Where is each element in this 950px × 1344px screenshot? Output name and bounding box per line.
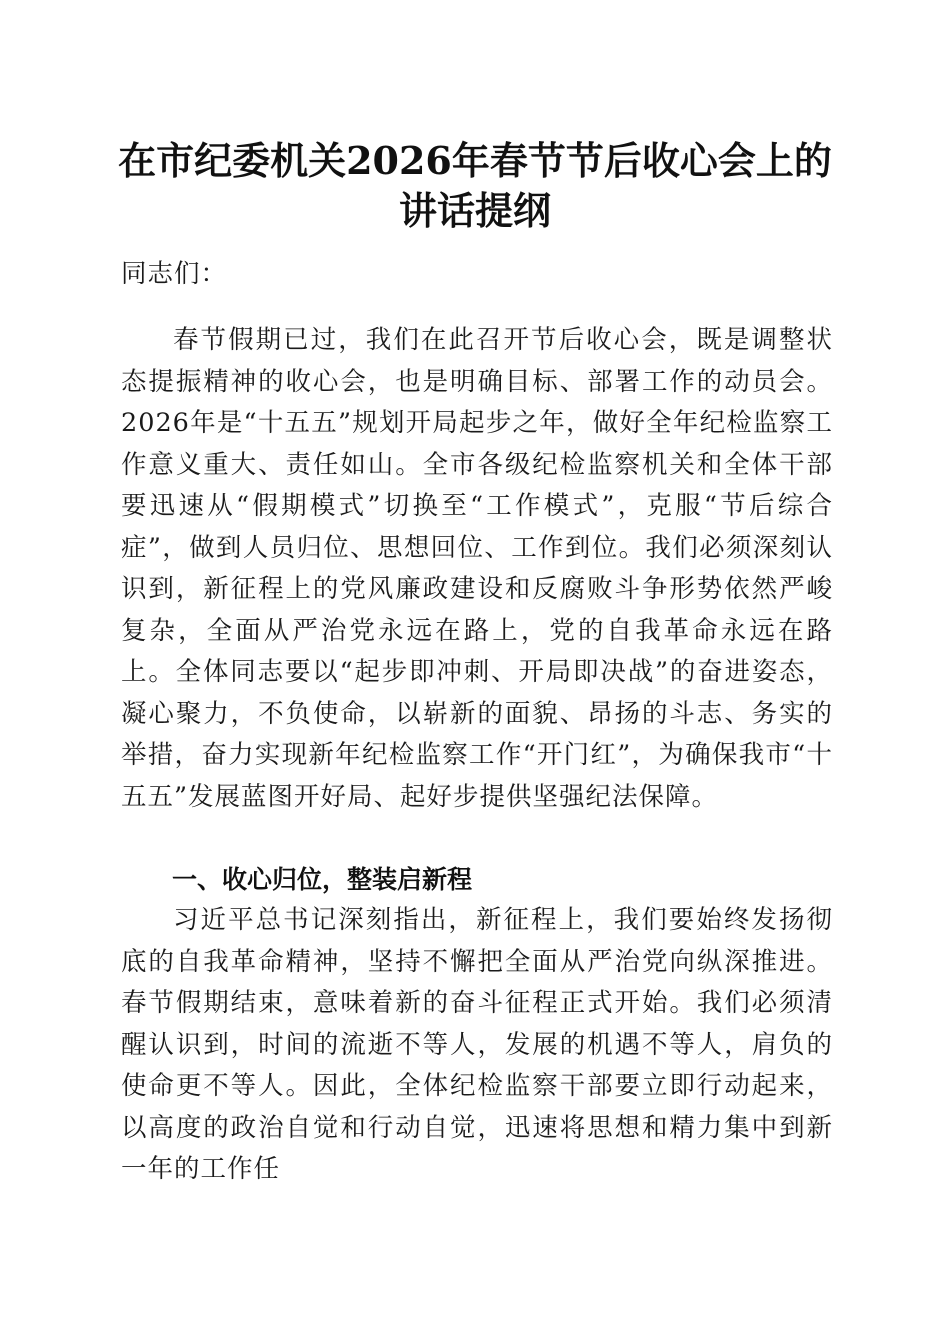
- section-heading: 一、收心归位，整装启新程: [172, 865, 473, 894]
- paragraph-intro: 春节假期已过，我们在此召开节后收心会，既是调整状态提振精神的收心会，也是明确目标、部署工作的动员会。2026年是“十五五”规划开局起步之年，做好全年纪检监察工作意义重大、责任如山。全市各级纪检监察机关和全体干部要迅速从“假期模式”切换至“工作模式”，克服“节后综合症”，做到人员归位、思想回位、工作到位。我们必须深刻认识到，新征程上的党风廉政建设和反腐败斗争形势依然严峻复杂，全面从严治党永远在路上，党的自我革命永远在路上。全体同志要以“起步即冲刺、开局即决战”的奋进姿态，凝心聚力，不负使命，以崭新的面貌、昂扬的斗志、务实的举措，奋力实现新年纪检监察工作“开门红”，为确保我市“十五五”发展蓝图开好局、起好步提供坚强纪法保障。: [121, 325, 833, 812]
- document-title: 在市纪委机关2026年春节节后收心会上的讲话提纲: [118, 138, 832, 233]
- salutation: 同志们：: [121, 259, 228, 289]
- paragraph-section-1: 习近平总书记深刻指出，新征程上，我们要始终发扬彻底的自我革命精神，坚持不懈把全面从严治党向纵深推进。春节假期结束，意味着新的奋斗征程正式开始。我们必须清醒认识到，时间的流逝不等人，发展的机遇不等人，肩负的使命更不等人。因此，全体纪检监察干部要立即行动起来，以高度的政治自觉和行动自觉，迅速将思想和精力集中到新一年的工作任: [121, 905, 833, 1184]
